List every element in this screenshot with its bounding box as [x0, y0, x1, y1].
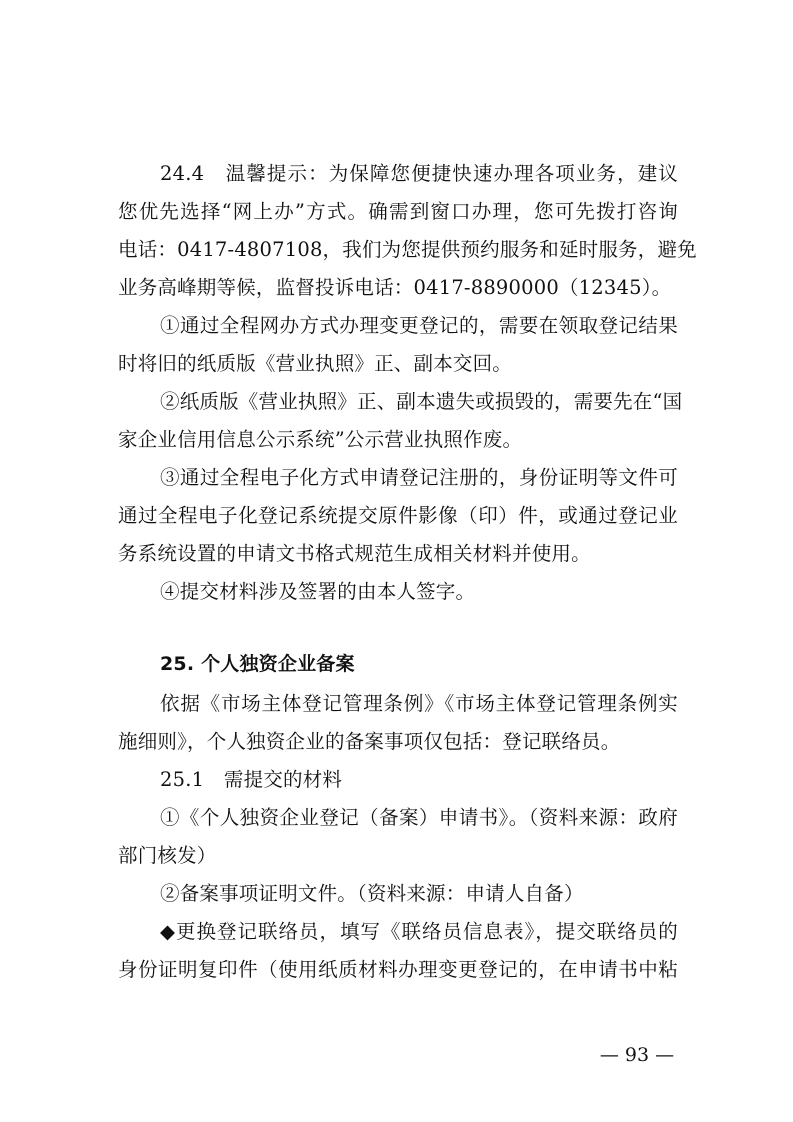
paragraph-line: 身份证明复印件（使用纸质材料办理变更登记的，在申请书中粘 [118, 958, 678, 981]
paragraph-line: 24.4 温馨提示：为保障您便捷快速办理各项业务，建议 [160, 162, 678, 185]
paragraph-line: ②备案事项证明文件。（资料来源：申请人自备） [160, 882, 584, 905]
paragraph-line: 部门核发） [118, 844, 217, 867]
paragraph-line: 家企业信用信息公示系统”公示营业执照作废。 [118, 428, 523, 451]
subsection-heading: 25.1 需提交的材料 [160, 768, 343, 791]
paragraph-line: ③通过全程电子化方式申请登记注册的，身份证明等文件可 [160, 466, 678, 489]
section-heading: 25. 个人独资企业备案 [160, 653, 355, 675]
page-number: — 93 — [599, 1044, 675, 1066]
paragraph-line: 通过全程电子化登记系统提交原件影像（印）件，或通过登记业 [118, 504, 678, 527]
paragraph-line: 依据《市场主体登记管理条例》《市场主体登记管理条例实 [160, 692, 678, 715]
paragraph-line: ①通过全程网办方式办理变更登记的，需要在领取登记结果 [160, 314, 678, 337]
paragraph-line: 业务高峰期等候，监督投诉电话：0417-8890000（12345）。 [118, 276, 672, 299]
paragraph-line: ①《个人独资企业登记（备案）申请书》。（资料来源：政府 [160, 806, 678, 829]
paragraph-line: 电话：0417-4807108，我们为您提供预约服务和延时服务，避免 [118, 238, 697, 261]
paragraph-line: 您优先选择“网上办”方式。确需到窗口办理，您可先拨打咨询 [118, 200, 678, 223]
paragraph-line: ◆更换登记联络员，填写《联络员信息表》，提交联络员的 [160, 920, 678, 943]
paragraph-line: 施细则》，个人独资企业的备案事项仅包括：登记联络员。 [118, 730, 621, 753]
paragraph-line: 时将旧的纸质版《营业执照》正、副本交回。 [118, 352, 513, 375]
paragraph-line: ④提交材料涉及签署的由本人签字。 [160, 580, 476, 603]
paragraph-line: ②纸质版《营业执照》正、副本遗失或损毁的，需要先在“国 [160, 390, 683, 413]
paragraph-line: 务系统设置的申请文书格式规范生成相关材料并使用。 [118, 542, 591, 565]
